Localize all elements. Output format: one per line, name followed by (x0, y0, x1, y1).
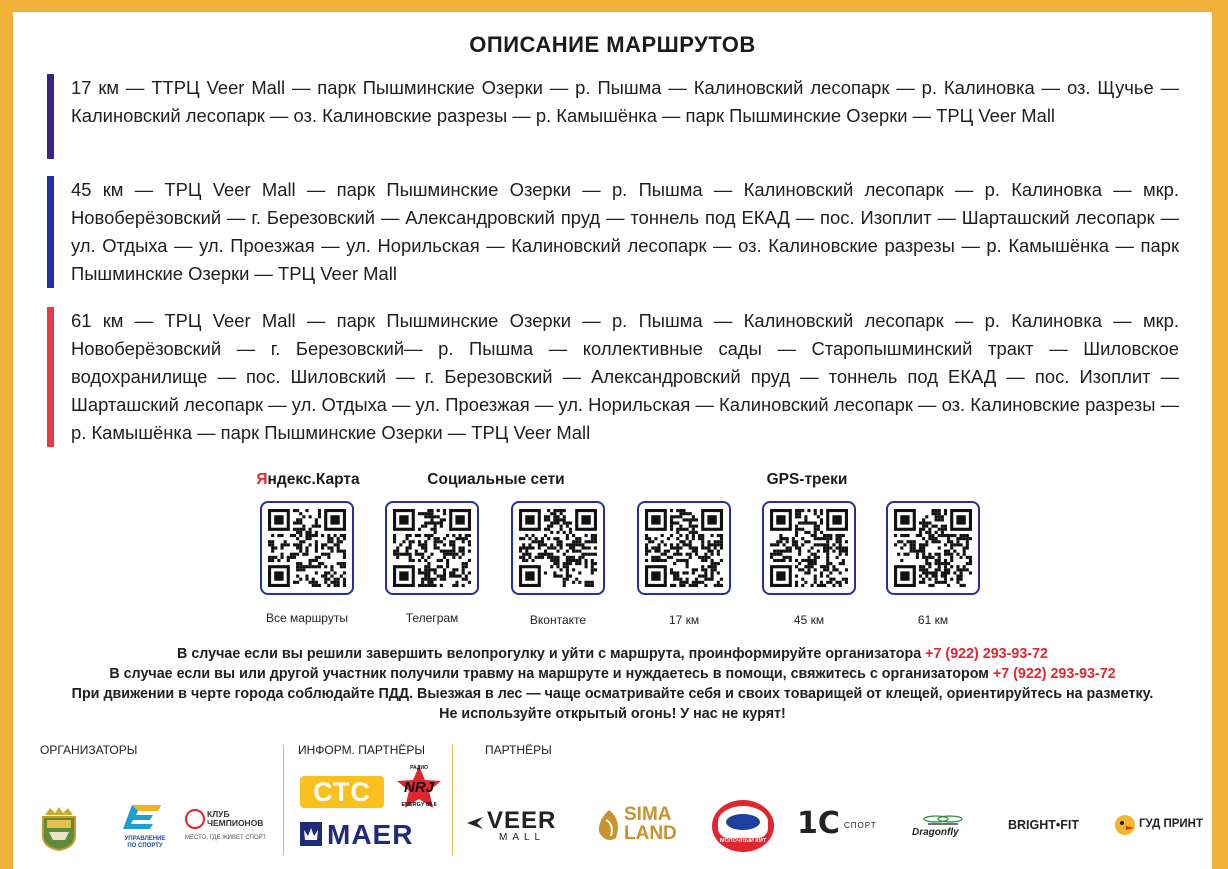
yandex-letter: Я (256, 471, 268, 488)
sima-leaf-icon (594, 808, 624, 844)
page-title: ОПИСАНИЕ МАРШРУТОВ (469, 32, 756, 57)
ctc-text: СТС (313, 777, 371, 807)
qr-code-vkontakte[interactable] (511, 501, 605, 595)
organizer-phone[interactable]: +7 (922) 293-93-72 (925, 646, 1048, 662)
route-61km (47, 307, 1179, 447)
veer-bottom-text: MALL (499, 832, 546, 843)
route-45km (47, 176, 1179, 288)
social-networks-heading: Социальные сети (427, 471, 565, 488)
qr-label: 45 км (793, 613, 825, 627)
qr-code-icon (645, 509, 723, 587)
info-partners-label: ИНФОРМ. ПАРТНЁРЫ (298, 743, 426, 757)
qr-code-telegram[interactable] (385, 501, 479, 595)
qr-label: 17 км (668, 613, 700, 627)
qr-code-icon (770, 509, 848, 587)
gud-print-bird-icon (1114, 814, 1136, 836)
maer-logo (300, 819, 440, 851)
nrj-text: NRJ (403, 779, 434, 796)
moloch-whale-body (726, 814, 760, 830)
1c-sport-logo (797, 806, 889, 844)
qr-label: 61 км (917, 613, 949, 627)
sima-land-logo (594, 805, 686, 847)
dragonfly-logo (906, 814, 980, 842)
gps-tracks-heading: GPS-треки (766, 471, 848, 488)
nrj-radio-logo (394, 764, 444, 812)
moloch-text: МОЛОЧНЫЙ КИТ (719, 838, 767, 844)
veer-top-text: VEER (487, 807, 557, 834)
ctc-logo (300, 776, 384, 808)
qr-code-icon (393, 509, 471, 587)
partners-label: ПАРТНЁРЫ (485, 743, 552, 757)
route-text: 17 км — ТТРЦ Veer Mall — парк Пышминские Озерки — р. Пышма — Калиновский лесопарк — р. Калиновка — оз. Щучье — Калиновский лесопарк — оз. Калиновские разрезы — р. Камышёнка — парк Пышминские Озерки — ТРЦ Veer Mall (71, 77, 1179, 126)
dragonfly-text: Dragonfly (912, 827, 959, 838)
route-color-bar (47, 176, 54, 288)
gud-print-logo (1114, 814, 1206, 840)
organizer-phone[interactable]: +7 (922) 293-93-72 (992, 666, 1116, 682)
molochny-kit-logo (712, 800, 774, 852)
maer-crown-icon (300, 822, 322, 846)
club-line2: ЧЕМПИОНОВ (207, 818, 264, 828)
gud-print-text: ГУД ПРИНТ (1139, 818, 1204, 830)
qr-code-icon (894, 509, 972, 587)
1c-sport-text: СПОРТ (844, 821, 877, 830)
veer-chevron-icon (465, 815, 485, 831)
sport-admin-line1: УПРАВЛЕНИЕ (124, 836, 166, 842)
yandex-maps-heading (246, 471, 370, 489)
notice-text: В случае если вы решили завершить велопрогулку и уйти с маршрута, проинформируйте организатора (177, 646, 926, 662)
qr-code-icon (268, 509, 346, 587)
sima-top-text: SIMA (624, 804, 672, 825)
nrj-bottom-text: ENERGY 88.6 (401, 802, 437, 808)
club-ring-icon (185, 809, 205, 829)
divider (452, 745, 453, 855)
sport-administration-logo (117, 803, 173, 853)
qr-label: Телеграм (405, 611, 459, 625)
route-color-bar (47, 307, 54, 447)
qr-code-61km[interactable] (886, 501, 980, 595)
notice-leave-route (13, 644, 1212, 664)
club-of-champions-logo (185, 809, 277, 853)
route-description-sheet (13, 12, 1212, 869)
yandex-heading-rest: ндекс.Карта (267, 471, 360, 488)
veer-mall-logo (465, 807, 565, 847)
sport-e-icon (117, 803, 173, 831)
maer-text: MAER (327, 819, 414, 850)
qr-label: Вконтакте (529, 613, 587, 627)
dragonfly-icon (906, 814, 980, 828)
ekaterinburg-coat-of-arms-logo (39, 806, 79, 851)
crown-icon (300, 822, 322, 846)
qr-code-17km[interactable] (637, 501, 731, 595)
notice-traffic-rules: При движении в черте города соблюдайте ПДД. Выезжая в лес — чаще осматривайте себя и своих товарищей от клещей, ориентируйтесь на разметку. (71, 686, 1154, 702)
route-text: 45 км — ТРЦ Veer Mall — парк Пышминские Озерки — р. Пышма — Калиновский лесопарк — р. Калиновка — мкр. Новоберёзовский — г. Березовский — Александровский пруд — тоннель под ЕКАД — пос. Изоплит — Шарташский лесопарк — ул. Отдыха — ул. Проезжая — ул. Норильская — Калиновский лесопарк — оз. Калиновские разрезы — р. Камышёнка — парк Пышминские Озерки — ТРЦ Veer Mall (71, 179, 1179, 284)
sport-admin-line2: ПО СПОРТУ (127, 843, 163, 849)
notice-no-fire: Не используйте открытый огонь! У нас не курят! (439, 706, 786, 722)
coat-of-arms-icon (39, 806, 79, 851)
qr-code-45km[interactable] (762, 501, 856, 595)
bright-fit-logo: BRIGHT•FIT (1008, 818, 1080, 832)
club-slogan: МЕСТО, ГДЕ ЖИВЕТ СПОРТ (185, 835, 267, 841)
club-line1: КЛУБ (207, 809, 230, 819)
qr-code-all-routes[interactable] (260, 501, 354, 595)
qr-label: Все маршруты (266, 611, 348, 625)
route-color-bar (47, 74, 54, 159)
route-17km (47, 74, 1179, 159)
organizers-label: ОРГАНИЗАТОРЫ (40, 743, 138, 757)
notice-text: В случае если вы или другой участник получили травму на маршруте и нуждаетесь в помощи, свяжитесь с организатором (109, 666, 993, 682)
divider (283, 745, 284, 855)
qr-code-icon (519, 509, 597, 587)
1c-number: 1C (797, 806, 840, 841)
notice-injury (13, 664, 1212, 684)
route-text: 61 км — ТРЦ Veer Mall — парк Пышминские Озерки — р. Пышма — Калиновский лесопарк — р. Калиновка — мкр. Новоберёзовский — г. Березовский— р. Пышма — коллективные сады — Старопышминский тракт — Шиловское водохранилище — пос. Шиловский — г. Березовский — Александровский пруд — тоннель под ЕКАД — пос. Изоплит — Шарташский лесопарк — ул. Отдыха — ул. Проезжая — ул. Норильская — Калиновский лесопарк — оз. Калиновские разрезы — р. Камышёнка — парк Пышминские Озерки — ТРЦ Veer Mall (71, 310, 1179, 443)
nrj-top-text: РАДИО (410, 765, 428, 771)
sima-bottom-text: LAND (624, 823, 677, 844)
